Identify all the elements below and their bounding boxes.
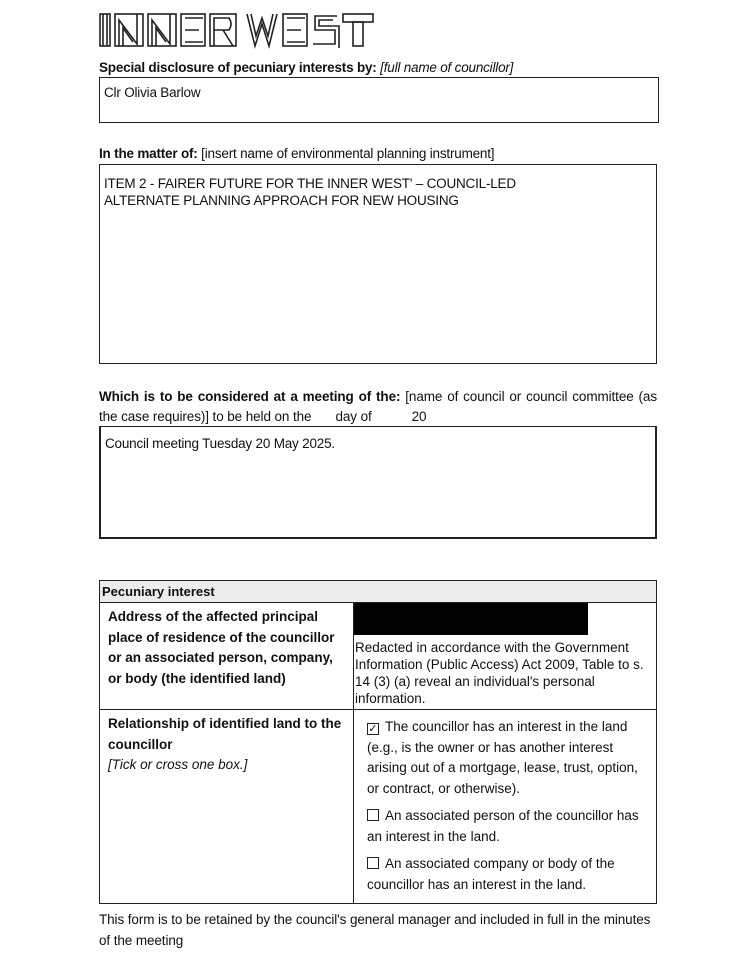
redaction-block (354, 603, 588, 635)
relationship-label-cell (100, 710, 354, 904)
inner-west-logo (99, 10, 379, 50)
matter-label-hint: [insert name of environmental planning instrument] (201, 146, 495, 161)
option-associated-company[interactable] (354, 847, 656, 895)
option-text: An associated company or body of the councillor has an interest in the land. (367, 856, 615, 892)
meeting-year: 20 (411, 409, 427, 424)
matter-field[interactable] (99, 164, 657, 364)
pecuniary-interest-table (99, 580, 657, 904)
option-text: An associated person of the councillor has an interest in the land. (367, 808, 639, 844)
meeting-label-rest: [name of council or council committee (as the case requires)] to be held on the (99, 389, 657, 424)
matter-label (99, 146, 494, 161)
option-owner-interest[interactable] (354, 710, 656, 799)
matter-label-bold: In the matter of: (99, 146, 198, 161)
meeting-label-bold: Which is to be considered at a meeting of the: (99, 389, 401, 404)
relationship-options-cell (354, 710, 657, 904)
meeting-day-of: day of (335, 409, 372, 424)
councillor-name-field[interactable] (99, 77, 659, 123)
option-text: The councillor has an interest in the land (e.g., is the owner or has another interest arising out of a mortgage, lease, trust, option, or contract, or otherwise). (367, 719, 638, 796)
meeting-field[interactable] (99, 426, 657, 539)
redaction-note: Redacted in accordance with the Government Information (Public Access) Act 2009, Table to s. 14 (3) (a) reveal an individual's personal information. (355, 640, 644, 706)
address-value-cell (354, 603, 657, 710)
councillor-label-bold: Special disclosure of pecuniary interests by: (99, 60, 377, 75)
footer-note: This form is to be retained by the council's general manager and included in full in the minutes of the meeting (99, 912, 651, 948)
councillor-name-value: Clr Olivia Barlow (104, 85, 201, 100)
meeting-value: Council meeting Tuesday 20 May 2025. (105, 436, 335, 451)
councillor-label (99, 60, 513, 75)
councillor-label-hint: [full name of councillor] (380, 60, 514, 75)
meeting-label (99, 387, 657, 427)
checkbox-icon[interactable] (367, 809, 379, 821)
address-label-cell (100, 603, 354, 710)
relationship-hint: [Tick or cross one box.] (108, 757, 248, 772)
matter-line-2: ALTERNATE PLANNING APPROACH FOR NEW HOUSING (104, 193, 459, 208)
option-associated-person[interactable] (354, 799, 656, 847)
checkbox-icon[interactable]: ✓ (368, 723, 378, 735)
address-label: Address of the affected principal place of residence of the councillor or an associated person, company, or body (the identified land) (108, 609, 335, 686)
checkbox-icon[interactable] (367, 857, 379, 869)
relationship-label: Relationship of identified land to the councillor (108, 716, 342, 752)
table-heading: Pecuniary interest (100, 581, 657, 603)
matter-line-1: ITEM 2 - FAIRER FUTURE FOR THE INNER WEST' – COUNCIL-LED (104, 176, 516, 191)
